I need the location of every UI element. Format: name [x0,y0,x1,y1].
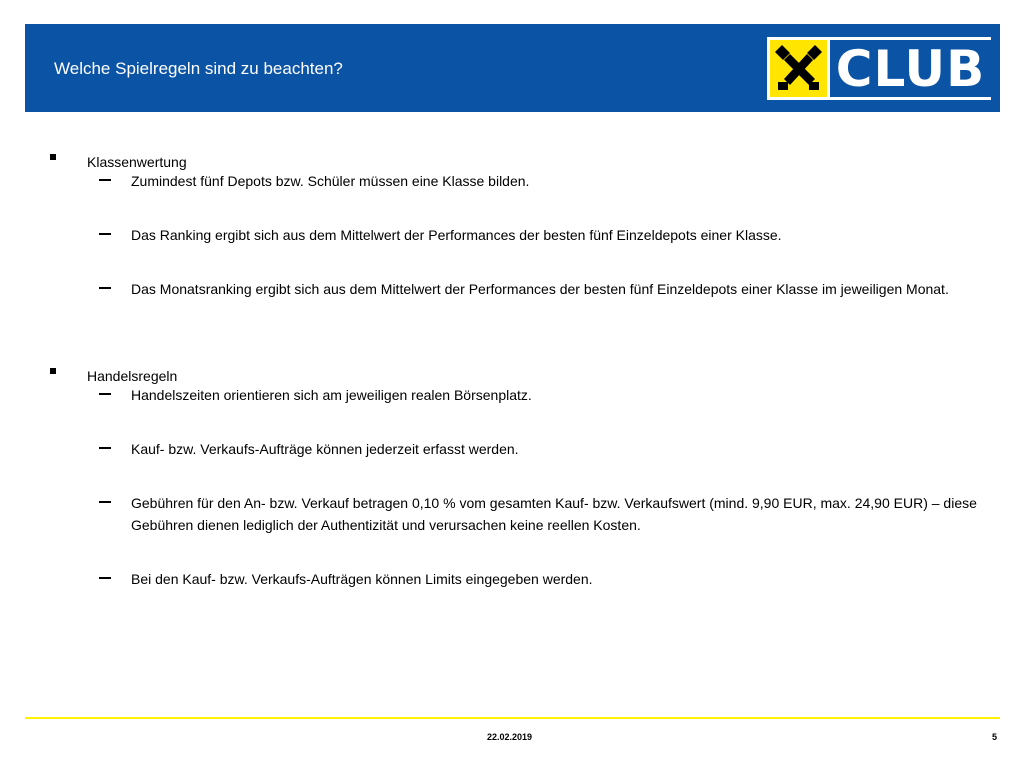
dash-bullet-icon [99,233,111,235]
dash-bullet-icon [99,501,111,503]
dash-bullet-icon [99,447,111,449]
dash-bullet-icon [99,577,111,579]
list-item-text: Zumindest fünf Depots bzw. Schüler müssen eine Klasse bilden. [131,173,530,189]
bullet-list [0,388,1024,626]
list-item [0,572,1024,626]
page-number: 5 [992,732,998,742]
square-bullet-icon [50,154,56,160]
list-item-text: Das Monatsranking ergibt sich aus dem Mittelwert der Performances der besten fünf Einzeldepots einer Klasse im jeweiligen Monat. [131,281,949,297]
list-item-text: Handelszeiten orientieren sich am jeweiligen realen Börsenplatz. [131,387,532,403]
list-item [0,174,1024,228]
list-item [0,442,1024,496]
logo-text: CLUB [835,39,986,98]
footer-divider [25,717,1000,719]
dash-bullet-icon [99,393,111,395]
list-item-text: Das Ranking ergibt sich aus dem Mittelwert der Performances der besten fünf Einzeldepots einer Klasse. [131,227,782,243]
list-item [0,388,1024,442]
list-item-text: Kauf- bzw. Verkaufs-Aufträge können jederzeit erfasst werden. [131,441,519,457]
section-heading: Klassenwertung [87,154,187,170]
page-title: Welche Spielregeln sind zu beachten? [54,59,343,78]
section-heading: Handelsregeln [87,368,178,384]
dash-bullet-icon [99,287,111,289]
dash-bullet-icon [99,179,111,181]
list-item-text: Bei den Kauf- bzw. Verkaufs-Aufträgen können Limits eingegeben werden. [131,571,593,587]
square-bullet-icon [50,368,56,374]
list-item [0,228,1024,282]
list-item [0,282,1024,358]
list-item [0,496,1024,572]
footer-date: 22.02.2019 [487,732,533,742]
bullet-list [0,174,1024,358]
list-item-text: Gebühren für den An- bzw. Verkauf betragen 0,10 % vom gesamten Kauf- bzw. Verkaufswert (mind. 9,90 EUR, max. 24,90 EUR) – diese Gebühren dienen lediglich der Authentizität und verursachen keine reellen Kosten. [131,495,977,533]
